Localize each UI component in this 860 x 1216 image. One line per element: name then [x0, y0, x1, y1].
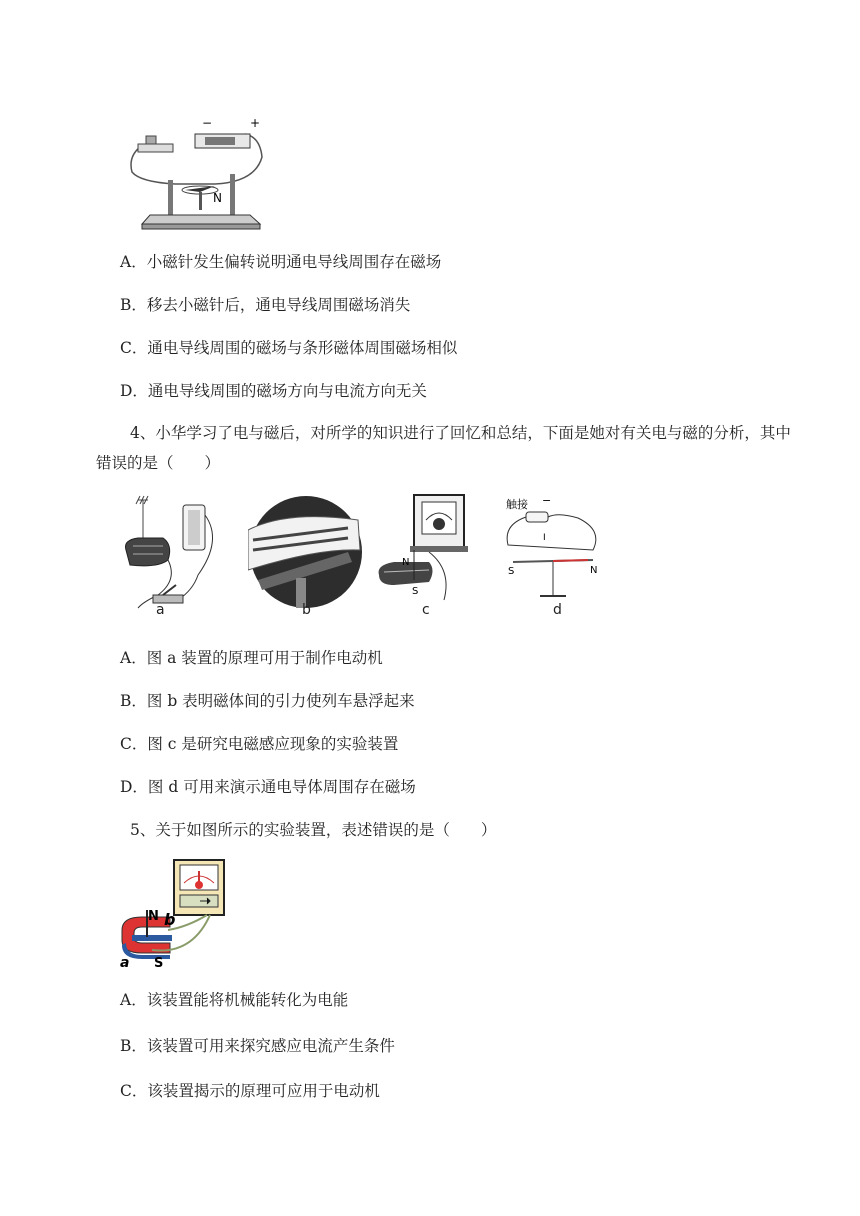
q4-option-b: B．图 b 表明磁体间的引力使列车悬浮起来	[120, 692, 415, 710]
q4-option-c: C．图 c 是研究电磁感应现象的实验装置	[120, 735, 399, 753]
battery-plus: +	[250, 116, 261, 130]
fig-c-n-label: N	[402, 557, 410, 568]
fig-c-s-label: S	[412, 586, 419, 597]
q5-option-b: B．该装置可用来探究感应电流产生条件	[120, 1037, 395, 1055]
q5-option-c: C．该装置揭示的原理可应用于电动机	[120, 1082, 380, 1100]
q3-option-b: B．移去小磁针后，通电导线周围磁场消失	[120, 296, 411, 314]
needle-n-label: N	[213, 191, 222, 205]
fig-d-i-label: I	[543, 533, 546, 543]
q5-option-a: A．该装置能将机械能转化为电能	[120, 991, 349, 1009]
q5-stem	[96, 815, 796, 845]
q4-caption-c: c	[422, 602, 430, 618]
q4-stem	[96, 418, 796, 478]
q5-a-label: a	[120, 955, 130, 970]
q5-n-label: N	[148, 909, 159, 924]
q4-figure-d	[498, 490, 608, 625]
q3-option-a: A．小磁针发生偏转说明通电导线周围存在磁场	[120, 253, 442, 271]
q5-stem-line: 5、关于如图所示的实验装置，表述错误的是（ ）	[130, 821, 497, 839]
q4-caption-b: b	[302, 602, 311, 618]
fig-d-minus-label: −	[542, 494, 552, 507]
q3-oersted-figure	[120, 112, 270, 232]
q4-stem-line1: 4、小华学习了电与磁后，对所学的知识进行了回忆和总结，下面是她对有关电与磁的分析，其中	[130, 424, 791, 442]
q5-s-label: S	[154, 956, 164, 970]
q4-caption-d: d	[553, 602, 562, 618]
q4-caption-a: a	[156, 602, 165, 618]
q4-figure-c	[374, 490, 474, 625]
q3-option-d: D．通电导线周围的磁场方向与电流方向无关	[120, 382, 427, 400]
fig-d-s-label: S	[508, 566, 515, 577]
q4-option-a: A．图 a 装置的原理可用于制作电动机	[120, 649, 383, 667]
battery-minus: −	[202, 116, 213, 130]
q4-figure-a	[118, 490, 230, 625]
q5-b-label: b	[164, 910, 176, 929]
fig-d-touch-label: 触接	[506, 498, 528, 511]
q4-stem-line2: 错误的是（ ）	[96, 454, 221, 472]
q4-option-d: D．图 d 可用来演示通电导体周围存在磁场	[120, 778, 416, 796]
fig-d-n-label: N	[590, 565, 598, 576]
q3-option-c: C．通电导线周围的磁场与条形磁体周围磁场相似	[120, 339, 458, 357]
q5-figure	[112, 855, 232, 970]
q4-figure-b	[248, 490, 366, 625]
